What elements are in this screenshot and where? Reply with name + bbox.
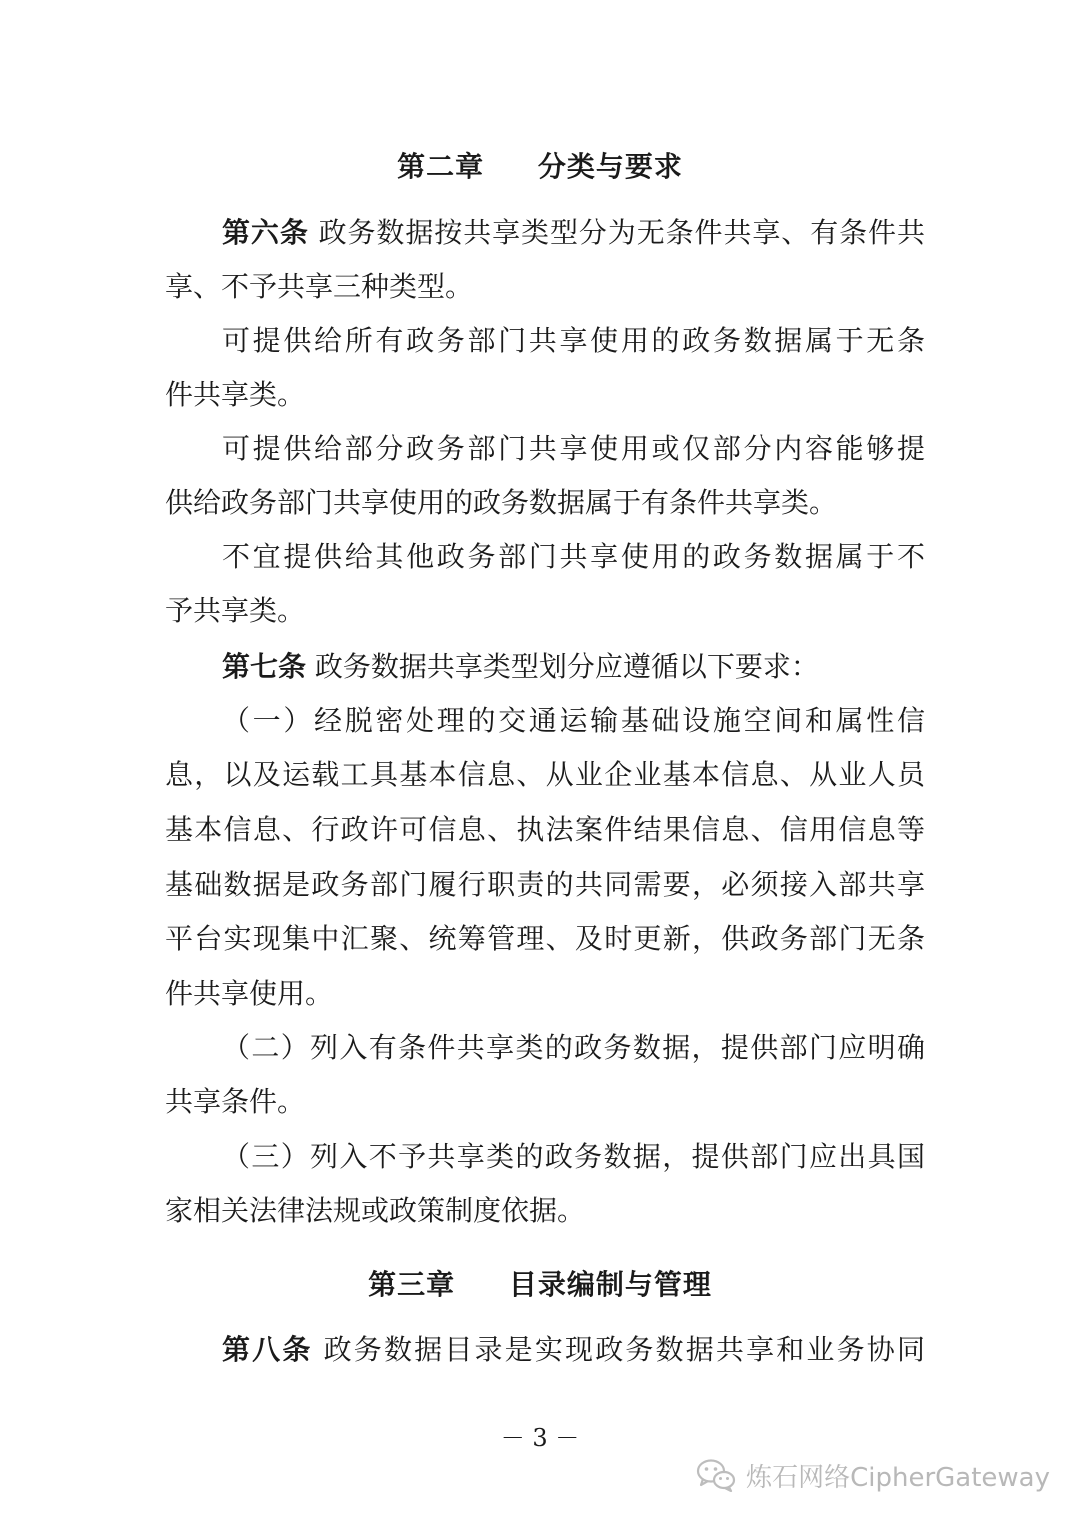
chapter-3-heading: 第三章 目录编制与管理	[368, 1268, 712, 1301]
article-6-line-1	[222, 216, 925, 250]
article-7-item-1-line-5: 平台实现集中汇聚、统筹管理、及时更新，供政务部门无条	[165, 922, 925, 955]
article-8-line-1	[222, 1333, 925, 1367]
article-7-item-1-line-2: 息，以及运载工具基本信息、从业企业基本信息、从业人员	[165, 758, 925, 791]
article-8-label: 第八条	[222, 1333, 313, 1366]
article-7-item-1-line-3: 基本信息、行政许可信息、执法案件结果信息、信用信息等	[165, 813, 925, 846]
article-7-item-1-line-4: 基础数据是政务部门履行职责的共同需要，必须接入部共享	[165, 868, 925, 901]
article-7-item-1-line-1: （一）经脱密处理的交通运输基础设施空间和属性信	[222, 704, 925, 737]
article-6-p2-line-2: 件共享类。	[165, 378, 306, 411]
article-7-text-1: 政务数据共享类型划分应遵循以下要求：	[314, 650, 819, 683]
article-6-p4-line-1: 不宜提供给其他政务部门共享使用的政务数据属于不	[222, 540, 925, 573]
article-6-p4-line-2: 予共享类。	[165, 594, 306, 627]
article-6-text-1: 政务数据按共享类型分为无条件共享、有条件共	[318, 216, 925, 249]
article-6-line-2: 享、不予共享三种类型。	[165, 270, 474, 303]
article-6-p3-line-2: 供给政务部门共享使用的政务数据属于有条件共享类。	[165, 486, 838, 519]
article-7-line-1	[222, 650, 925, 684]
article-7-item-2-line-2: 共享条件。	[165, 1085, 306, 1118]
watermark-text: 炼石网络CipherGateway	[746, 1462, 1050, 1493]
watermark	[696, 1455, 1050, 1495]
wechat-icon	[696, 1458, 736, 1492]
article-7-item-2-line-1: （二）列入有条件共享类的政务数据，提供部门应明确	[222, 1031, 925, 1064]
article-6-p2-line-1: 可提供给所有政务部门共享使用的政务数据属于无条	[222, 324, 925, 357]
article-6-label: 第六条	[222, 216, 309, 249]
article-6-p3-line-1: 可提供给部分政务部门共享使用或仅部分内容能够提	[222, 432, 925, 465]
article-7-item-3-line-1: （三）列入不予共享类的政务数据，提供部门应出具国	[222, 1140, 925, 1173]
chapter-2-heading: 第二章 分类与要求	[397, 150, 683, 183]
article-7-label: 第七条	[222, 650, 307, 683]
article-7-item-1-line-6: 件共享使用。	[165, 977, 334, 1010]
article-7-item-3-line-2: 家相关法律法规或政策制度依据。	[165, 1194, 586, 1227]
article-8-text-1: 政务数据目录是实现政务数据共享和业务协同	[323, 1333, 925, 1366]
page-number: － 3 －	[500, 1424, 580, 1452]
